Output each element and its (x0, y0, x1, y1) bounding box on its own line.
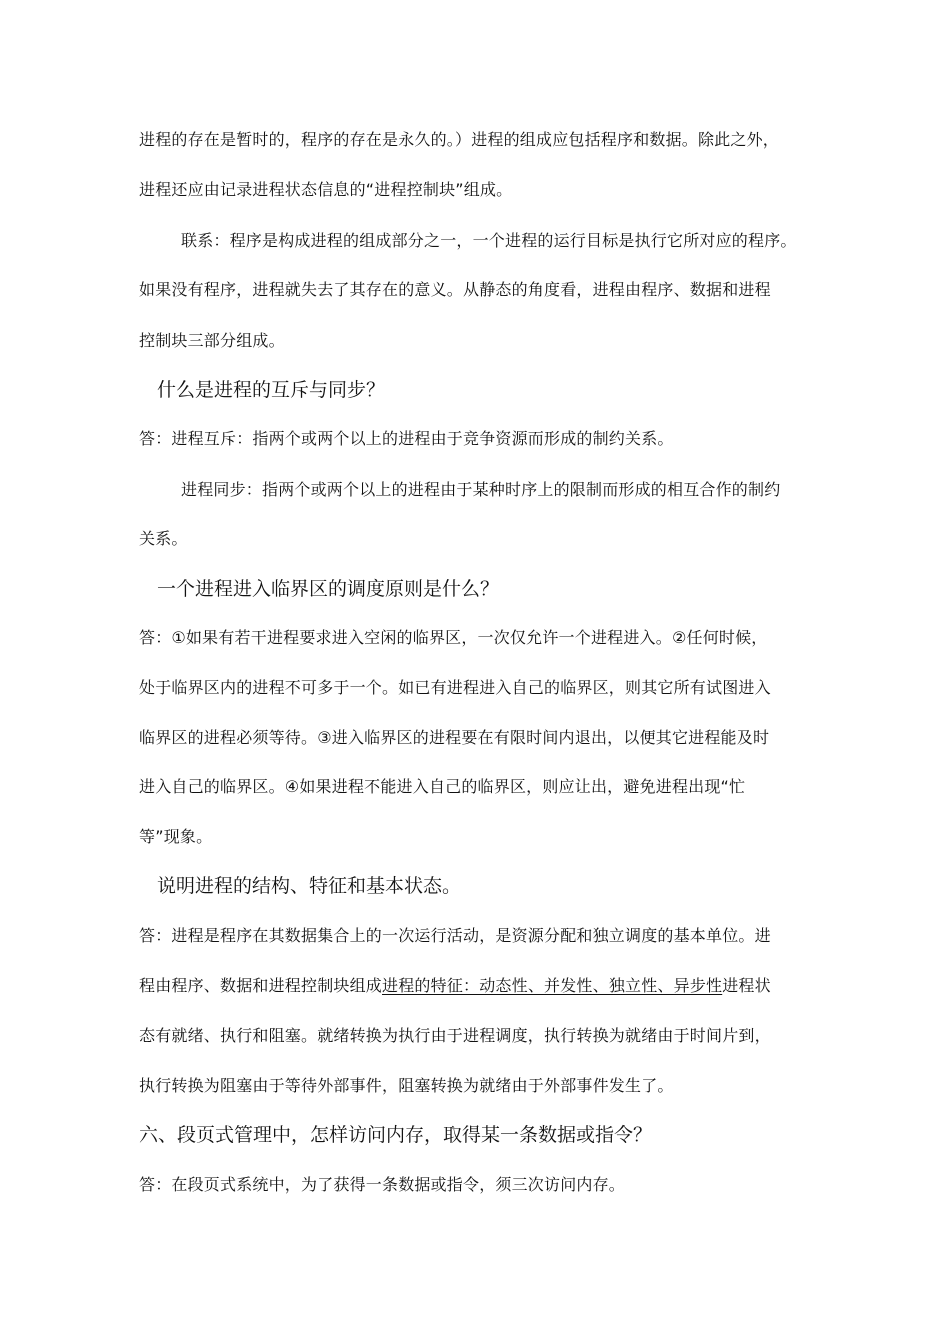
answer-line: 临界区的进程必须等待。③进入临界区的进程要在有限时间内退出，以便其它进程能及时 (139, 728, 770, 747)
answer-line: 答：进程互斥：指两个或两个以上的进程由于竞争资源而形成的制约关系。 (139, 429, 674, 448)
answer-text: 程由程序、数据和进程控制块组成 (139, 976, 383, 995)
section-heading: 六、段页式管理中，怎样访问内存，取得某一条数据或指令？ (139, 1124, 653, 1146)
answer-line (139, 975, 829, 997)
answer-line: 关系。 (139, 529, 188, 548)
paragraph-line: 进程的存在是暂时的，程序的存在是永久的。）进程的组成应包括程序和数据。除此之外， (139, 130, 780, 149)
answer-line: 进程同步：指两个或两个以上的进程由于某种时序上的限制而形成的相互合作的制约 (181, 480, 781, 499)
answer-line: 态有就绪、执行和阻塞。就绪转换为执行由于进程调度，执行转换为就绪由于时间片到， (139, 1026, 771, 1045)
answer-line: 处于临界区内的进程不可多于一个。如已有进程进入自己的临界区，则其它所有试图进入 (139, 678, 771, 697)
section-heading: 什么是进程的互斥与同步？ (157, 379, 386, 401)
paragraph-line: 联系：程序是构成进程的组成部分之一，一个进程的运行目标是执行它所对应的程序。 (181, 231, 797, 250)
answer-line: 答：进程是程序在其数据集合上的一次运行活动，是资源分配和独立调度的基本单位。进 (139, 926, 771, 945)
answer-text: 进程状 (722, 976, 771, 995)
paragraph-line: 控制块三部分组成。 (139, 331, 285, 350)
section-heading: 一个进程进入临界区的调度原则是什么？ (157, 578, 500, 600)
paragraph-line: 如果没有程序，进程就失去了其存在的意义。从静态的角度看，进程由程序、数据和进程 (139, 280, 771, 299)
answer-line: 进入自己的临界区。④如果进程不能进入自己的临界区，则应让出，避免进程出现“忙 (139, 777, 746, 796)
underlined-features-text: 进程的特征：动态性、并发性、独立性、异步性 (382, 976, 723, 995)
answer-line: 执行转换为阻塞由于等待外部事件，阻塞转换为就绪由于外部事件发生了。 (139, 1076, 674, 1095)
section-heading: 说明进程的结构、特征和基本状态。 (157, 875, 462, 897)
paragraph-line: 进程还应由记录进程状态信息的“进程控制块”组成。 (139, 180, 513, 199)
answer-line: 答：①如果有若干进程要求进入空闲的临界区，一次仅允许一个进程进入。②任何时候， (139, 628, 768, 647)
answer-line: 答：在段页式系统中，为了获得一条数据或指令，须三次访问内存。 (139, 1175, 626, 1194)
answer-line: 等”现象。 (139, 827, 213, 846)
